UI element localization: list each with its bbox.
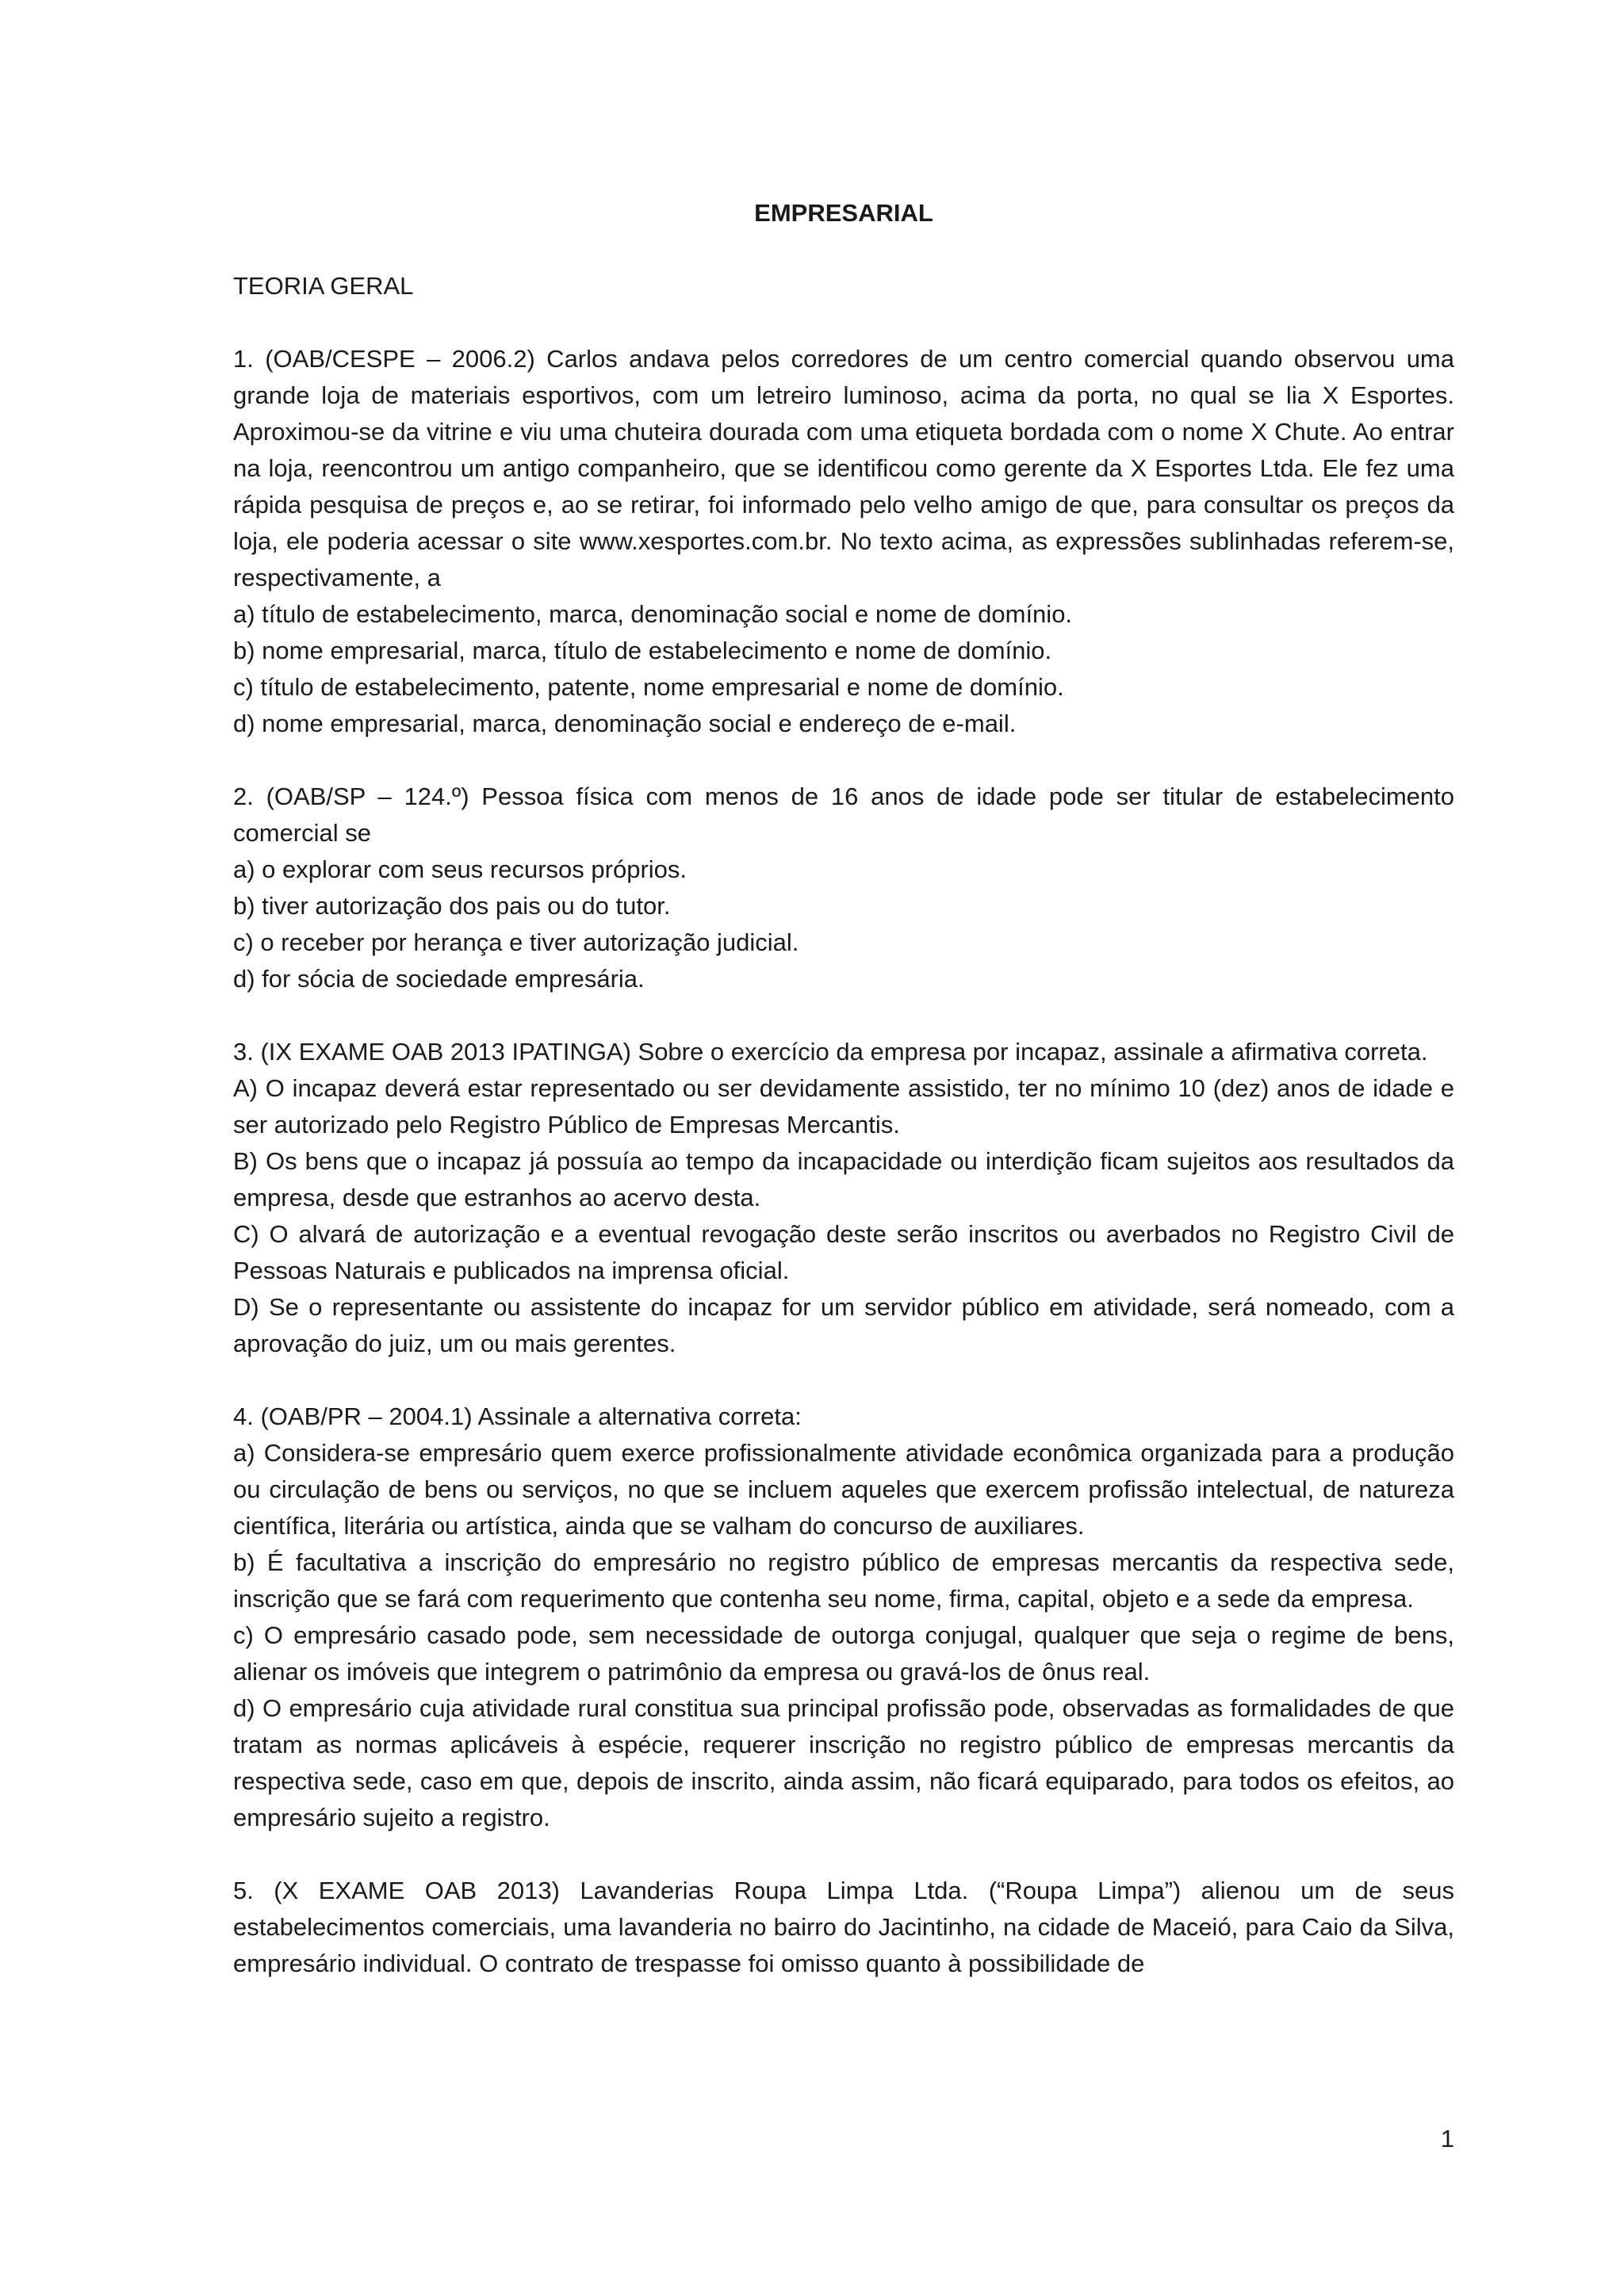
answer-option: a) título de estabelecimento, marca, denominação social e nome de domínio. — [233, 600, 1073, 628]
page-number: 1 — [1440, 2125, 1454, 2152]
answer-option: A) O incapaz deverá estar representado ou ser devidamente assistido, ter no mínimo 10 (dez) anos de idade e ser autorizado pelo Registro Público de Empresas Mercantis. — [233, 1074, 1454, 1138]
answer-option: d) O empresário cuja atividade rural constitua sua principal profissão pode, observadas as formalidades de que tratam as normas aplicáveis à espécie, requerer inscrição no registro público de empresas mercantis da respectiva sede, caso em que, depois de inscrito, ainda assim, não ficará equiparado, para todos os efeitos, ao empresário sujeito a registro. — [233, 1694, 1454, 1831]
question-stem: 5. (X EXAME OAB 2013) Lavanderias Roupa Limpa Ltda. (“Roupa Limpa”) alienou um de seus estabelecimentos comerciais, uma lavanderia no bairro do Jacintinho, na cidade de Maceió, para Caio da Silva, empresário individual. O contrato de trespasse foi omisso quanto à possibilidade de — [233, 1877, 1454, 1977]
question-5 — [233, 1873, 1454, 1982]
answer-option: D) Se o representante ou assistente do incapaz for um servidor público em atividade, será nomeado, com a aprovação do juiz, um ou mais gerentes. — [233, 1293, 1454, 1357]
section-heading: TEORIA GERAL — [233, 272, 414, 300]
question-3 — [233, 1034, 1454, 1362]
question-stem: 3. (IX EXAME OAB 2013 IPATINGA) Sobre o exercício da empresa por incapaz, assinale a afirmativa correta. — [233, 1038, 1428, 1066]
answer-option: d) for sócia de sociedade empresária. — [233, 965, 645, 993]
answer-option: a) Considera-se empresário quem exerce profissionalmente atividade econômica organizada para a produção ou circulação de bens ou serviços, no que se incluem aqueles que exercem profissão intelectual, de natureza científica, literária ou artística, ainda que se valham do concurso de auxiliares. — [233, 1439, 1454, 1540]
question-2 — [233, 779, 1454, 997]
document-title: EMPRESARIAL — [754, 199, 933, 227]
answer-option: a) o explorar com seus recursos próprios. — [233, 855, 688, 883]
answer-option: c) título de estabelecimento, patente, nome empresarial e nome de domínio. — [233, 673, 1064, 701]
answer-option: d) nome empresarial, marca, denominação social e endereço de e-mail. — [233, 710, 1017, 737]
answer-option: b) nome empresarial, marca, título de estabelecimento e nome de domínio. — [233, 637, 1052, 664]
answer-option: c) o receber por herança e tiver autorização judicial. — [233, 928, 799, 956]
answer-option: B) Os bens que o incapaz já possuía ao tempo da incapacidade ou interdição ficam sujeitos aos resultados da empresa, desde que estranhos ao acervo desta. — [233, 1147, 1454, 1211]
question-stem: 4. (OAB/PR – 2004.1) Assinale a alternativa correta: — [233, 1402, 802, 1430]
question-stem: 1. (OAB/CESPE – 2006.2) Carlos andava pelos corredores de um centro comercial quando observou uma grande loja de materiais esportivos, com um letreiro luminoso, acima da porta, no qual se lia X Esportes. Aproximou-se da vitrine e viu uma chuteira dourada com uma etiqueta bordada com o nome X Chute. Ao entrar na loja, reencontrou um antigo companheiro, que se identificou como gerente da X Esportes Ltda. Ele fez uma rápida pesquisa de preços e, ao se retirar, foi informado pelo velho amigo de que, para consultar os preços da loja, ele poderia acessar o site www.xesportes.com.br. No texto acima, as expressões sublinhadas referem-se, respectivamente, a — [233, 345, 1454, 591]
question-4 — [233, 1399, 1454, 1836]
answer-option: b) É facultativa a inscrição do empresário no registro público de empresas mercantis da respectiva sede, inscrição que se fará com requerimento que contenha seu nome, firma, capital, objeto e a sede da empresa. — [233, 1548, 1454, 1613]
question-1 — [233, 341, 1454, 742]
answer-option: c) O empresário casado pode, sem necessidade de outorga conjugal, qualquer que seja o regime de bens, alienar os imóveis que integrem o patrimônio da empresa ou gravá-los de ônus real. — [233, 1621, 1454, 1686]
answer-option: C) O alvará de autorização e a eventual revogação deste serão inscritos ou averbados no Registro Civil de Pessoas Naturais e publicados na imprensa oficial. — [233, 1220, 1454, 1284]
answer-option: b) tiver autorização dos pais ou do tutor. — [233, 892, 671, 920]
question-stem: 2. (OAB/SP – 124.º) Pessoa física com menos de 16 anos de idade pode ser titular de estabelecimento comercial se — [233, 783, 1454, 847]
document-page — [233, 195, 1454, 2019]
